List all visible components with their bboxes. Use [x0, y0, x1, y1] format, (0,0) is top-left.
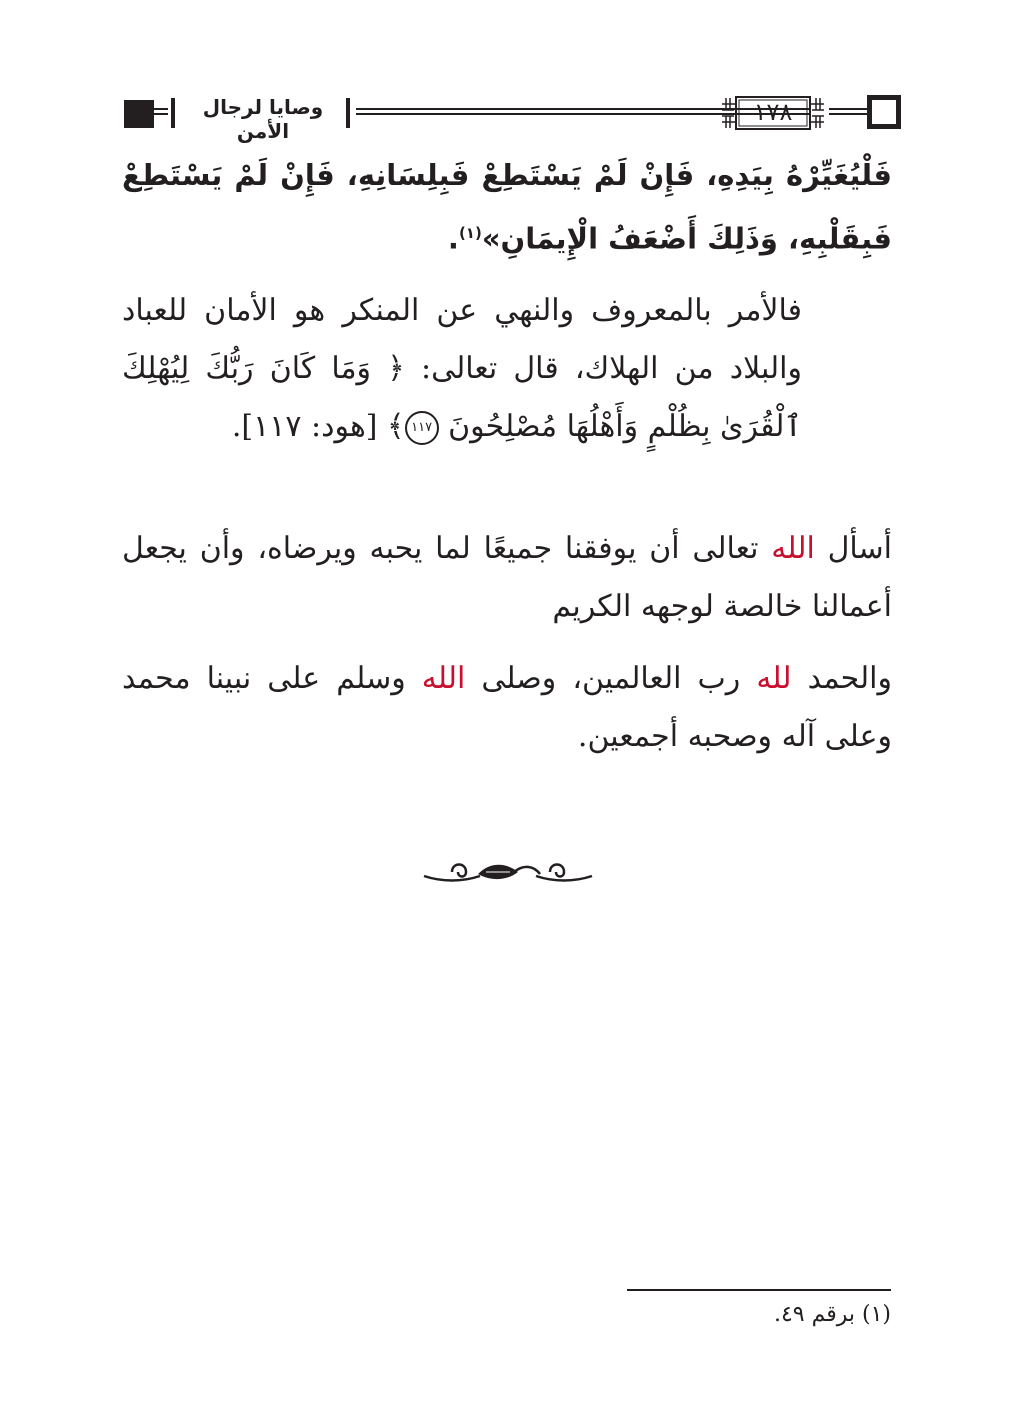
- footnote-reference: (١): [458, 224, 482, 242]
- divine-name: الله: [421, 661, 466, 696]
- header-divider-bar: [171, 98, 175, 128]
- header-divider-bar: [346, 98, 350, 128]
- quran-open-bracket: ﴿: [387, 351, 405, 386]
- hadith-line-2: فَبِقَلْبِهِ، وَذَلِكَ أَضْعَفُ الْإِيمَانِ»: [481, 221, 892, 256]
- quran-verse: وَمَا كَانَ رَبُّكَ لِيُهْلِكَ ٱلْقُرَىٰ بِظُلْمٍ وَأَهْلُهَا مُصْلِحُونَ: [122, 351, 802, 444]
- header-rule-left: [124, 108, 168, 115]
- paragraph-supplication: [122, 520, 892, 636]
- flourish-ornament-icon: [422, 852, 594, 892]
- header-rule-right: [829, 108, 869, 115]
- paragraph-text: أسأل: [814, 531, 892, 566]
- running-title: وصايا لرجال الأمن: [202, 95, 324, 143]
- divine-name: الله: [771, 531, 815, 566]
- hadith-end: .: [447, 221, 459, 256]
- ayah-number-marker: ١١٧: [405, 411, 439, 445]
- hadith-line-1: فَلْيُغَيِّرْهُ بِيَدِهِ، فَإِنْ لَمْ يَسْتَطِعْ فَبِلِسَانِهِ، فَإِنْ لَمْ يَسْتَطِعْ: [122, 158, 892, 192]
- verse-citation: [هود: ١١٧].: [231, 409, 388, 444]
- paragraph-enjoining-good: [122, 282, 802, 456]
- section-end-ornament: [422, 852, 594, 892]
- divine-name: لله: [756, 661, 792, 696]
- paragraph-text: تعالى أن يوفقنا جميعًا لما يحبه ويرضاه، وأن يجعل أعمالنا خالصة لوجهه الكريم: [122, 531, 892, 624]
- paragraph-text: رب العالمين، وصلى: [465, 661, 757, 696]
- quran-close-bracket: ﴾: [387, 409, 405, 444]
- page-number-frame: [720, 94, 826, 132]
- footnote: (١) برقم ٤٩.: [773, 1302, 891, 1327]
- footnote-separator: [627, 1289, 891, 1291]
- paragraph-text: والحمد: [791, 661, 892, 696]
- page-header: [124, 94, 891, 143]
- page-number: ١٧٨: [753, 98, 793, 126]
- hadith-quote: [122, 146, 892, 268]
- paragraph-closing-praise: [122, 650, 892, 766]
- paragraph-text: فالأمر بالمعروف والنهي عن المنكر هو الأمان للعباد والبلاد من الهلاك، قال تعالى:: [122, 293, 802, 386]
- paragraph-text: وسلم على نبينا محمد وعلى آله وصحبه أجمعين.: [122, 661, 892, 754]
- header-square-icon: [867, 95, 901, 129]
